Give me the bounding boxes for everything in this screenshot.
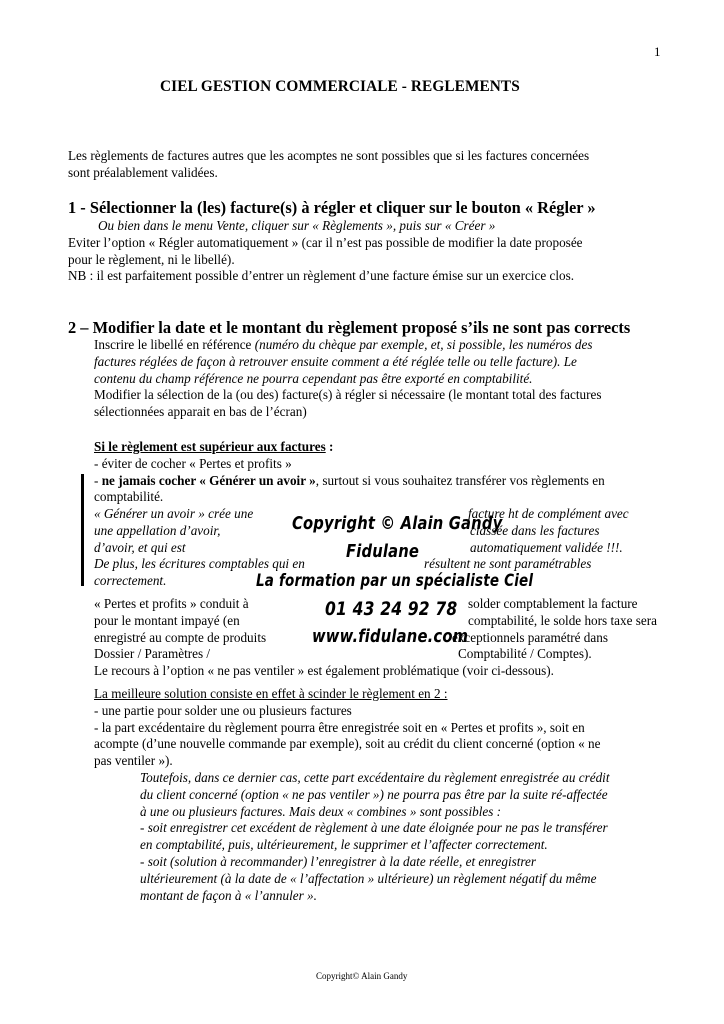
avoir-right-column: facture ht de complément avec classée dans les factures automatiquement validée !!!. résultent ne sont paramétrables	[424, 506, 629, 572]
footer-copyright: Copyright© Alain Gandy	[316, 971, 408, 981]
modify-line: sélectionnées apparait en bas de l’écran)	[94, 404, 307, 420]
watermark-copyright: Copyright © Alain Gandy	[292, 513, 503, 534]
pertes-right-column: solder comptablement la facture comptabilité, le solde hors taxe sera exceptionnels paramétré dans Comptabilité / Comptes).	[452, 596, 657, 662]
ref-line: contenu du champ référence ne pourra cependant pas être exporté en comptabilité.	[94, 370, 533, 386]
never-avoir-cont: comptabilité.	[94, 489, 164, 505]
body-line: Eviter l’option « Régler automatiquement » (car il n’est pas possible de modifier la date proposée	[68, 234, 583, 250]
ref-italic: (numéro du chèque par exemple, et, si possible, les numéros des	[254, 337, 593, 352]
section1-body	[68, 218, 583, 285]
never-avoir-line: - ne jamais cocher « Générer un avoir », surtout si vous souhaitez transférer vos règlements en	[94, 472, 605, 488]
surplus-heading: Si le règlement est supérieur aux factures :	[94, 439, 334, 454]
page-title: CIEL GESTION COMMERCIALE - REGLEMENTS	[160, 78, 520, 95]
ref-lead: Inscrire le libellé en référence	[94, 337, 255, 352]
page-number: 1	[654, 44, 661, 59]
best-heading: La meilleure solution consiste en effet à scinder le règlement en 2 :	[94, 686, 448, 701]
ref-line: factures réglées de façon à retrouver ensuite comment a été réglée telle ou telle facture). Le	[94, 353, 577, 369]
margin-bar	[81, 474, 84, 586]
italic-note-block: Toutefois, dans ce dernier cas, cette part excédentaire du règlement enregistrée au crédit du client concerné (option « ne pas ventiler ») ne pourra pas être par la suite ré-affectée à une ou plusieurs factures. Mais deux « combines » sont possibles : - soit enregistrer cet excédent de règlement à une date éloignée pour ne pas le transférer en comptabilité, puis, ultérieurement, le supprimer et l’affecter correctement. - soit (solution à recommander) l’enregistrer à la date réelle, et enregistrer ultérieurement (à la date de « l’affectation » ultérieure) un règlement négatif du même montant de façon à « l’annuler ».	[140, 770, 610, 903]
watermark-slogan: La formation par un spécialiste Ciel	[256, 571, 534, 590]
avoir-left-column: « Générer un avoir » crée une une appellation d’avoir, d’avoir, et qui est De plus, les écritures comptables qui en correctement.	[94, 506, 305, 589]
best-solution: La meilleure solution consiste en effet à scinder le règlement en 2 : - une partie pour solder une ou plusieurs factures - la part excédentaire du règlement pourra être enregistrée soit en « Pertes et profits », soit en acompte (d’une nouvelle commande par exemple), soit au crédit du client concerné (option « ne pas ventiler »).	[94, 686, 601, 769]
recours-line: Le recours à l’option « ne pas ventiler » est également problématique (voir ci-dessous).	[94, 663, 554, 678]
watermark-website: www.fidulane.com	[312, 626, 469, 647]
intro-line: sont préalablement validées.	[68, 164, 218, 180]
section2-reference	[94, 337, 602, 421]
nb-line: NB : il est parfaitement possible d’entrer un règlement d’une facture émise sur un exercice clos.	[68, 268, 575, 284]
pertes-left-column: « Pertes et profits » conduit à pour le montant impayé (en enregistré au compte de produits Dossier / Paramètres /	[94, 596, 267, 662]
watermark-brand: Fidulane	[346, 541, 420, 562]
avoid-profit-line: - éviter de cocher « Pertes et profits »	[94, 455, 292, 471]
section1-heading: 1 - Sélectionner la (les) facture(s) à régler et cliquer sur le bouton « Régler »	[68, 198, 596, 217]
section2-heading: 2 – Modifier la date et le montant du règlement proposé s’ils ne sont pas corrects	[68, 318, 631, 337]
body-line: pour le règlement, ni le libellé).	[68, 251, 235, 267]
ref-line	[94, 337, 602, 354]
intro-line: Les règlements de factures autres que les acomptes ne sont possibles que si les factures concernées	[68, 148, 590, 163]
watermark-phone: 01 43 24 92 78	[325, 598, 458, 620]
modify-line: Modifier la sélection de la (ou des) facture(s) à régler si nécessaire (le montant total des factures	[94, 387, 602, 403]
menu-hint: Ou bien dans le menu Vente, cliquer sur « Règlements », puis sur « Créer »	[98, 218, 496, 233]
intro-paragraph	[68, 148, 589, 182]
surplus-section	[94, 439, 605, 506]
